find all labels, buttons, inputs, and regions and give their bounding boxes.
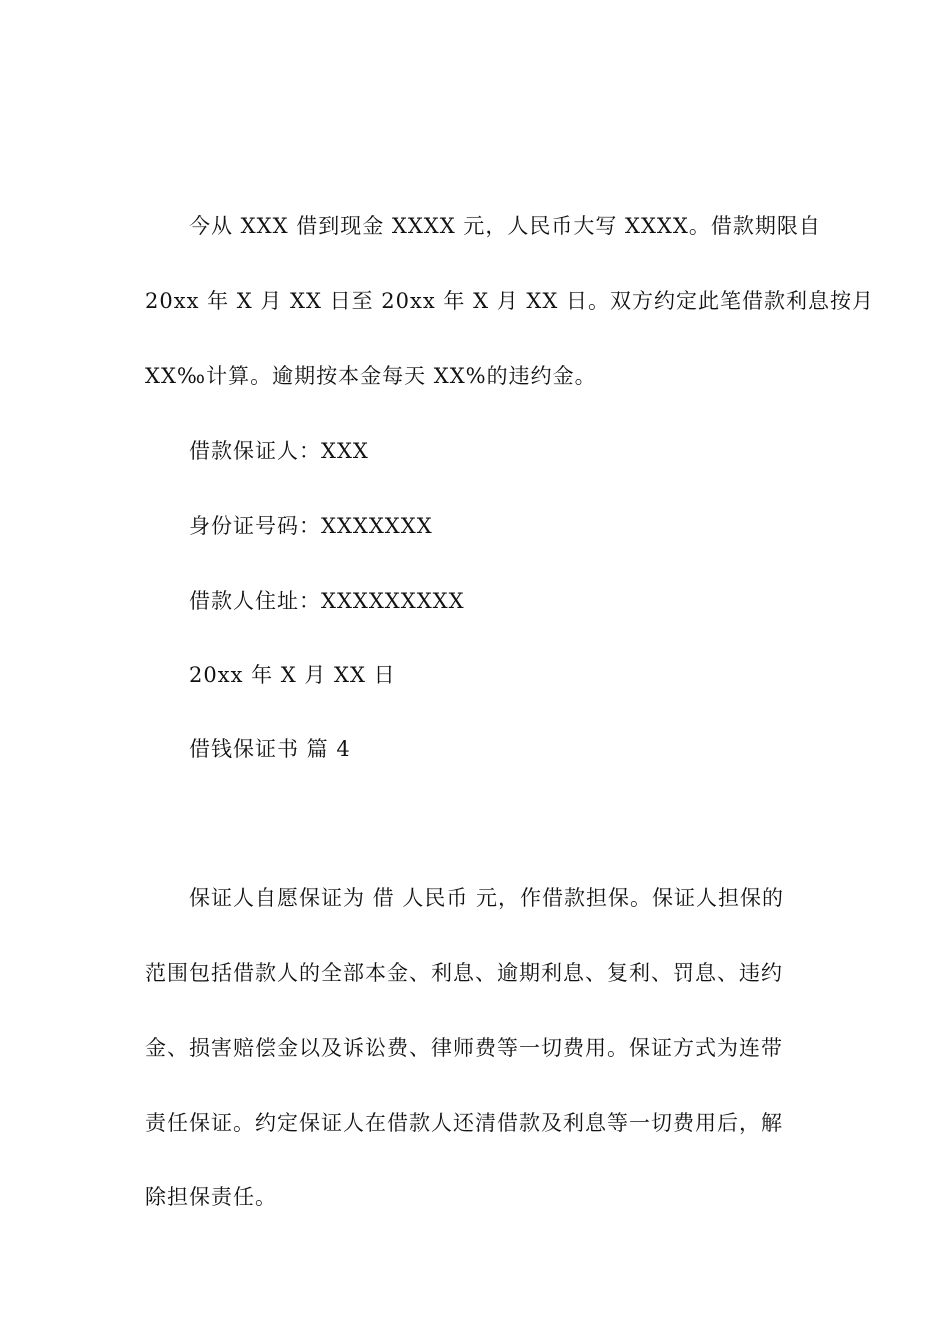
paragraph2-line-5: 除担保责任。: [145, 1185, 277, 1209]
guarantor-line: 借款保证人：XXX: [189, 439, 369, 463]
paragraph1-line-3: XX‰计算。逾期按本金每天 XX%的违约金。: [145, 364, 597, 388]
address-line: 借款人住址：XXXXXXXXX: [189, 589, 465, 613]
id-number-line: 身份证号码：XXXXXXX: [189, 514, 433, 538]
paragraph2-line-1: 保证人自愿保证为 借 人民币 元，作借款担保。保证人担保的: [189, 886, 785, 910]
date-line: 20xx 年 X 月 XX 日: [189, 663, 396, 687]
paragraph2-line-2: 范围包括借款人的全部本金、利息、逾期利息、复利、罚息、违约: [145, 961, 783, 985]
paragraph1-line-2: 20xx 年 X 月 XX 日至 20xx 年 X 月 XX 日。双方约定此笔借款利息按月: [145, 289, 874, 313]
section-heading: 借钱保证书 篇 4: [189, 737, 351, 761]
paragraph2-line-4: 责任保证。约定保证人在借款人还清借款及利息等一切费用后，解: [145, 1111, 783, 1135]
paragraph1-line-1: 今从 XXX 借到现金 XXXX 元，人民币大写 XXXX。借款期限自: [189, 214, 821, 238]
paragraph2-line-3: 金、损害赔偿金以及诉讼费、律师费等一切费用。保证方式为连带: [145, 1036, 783, 1060]
